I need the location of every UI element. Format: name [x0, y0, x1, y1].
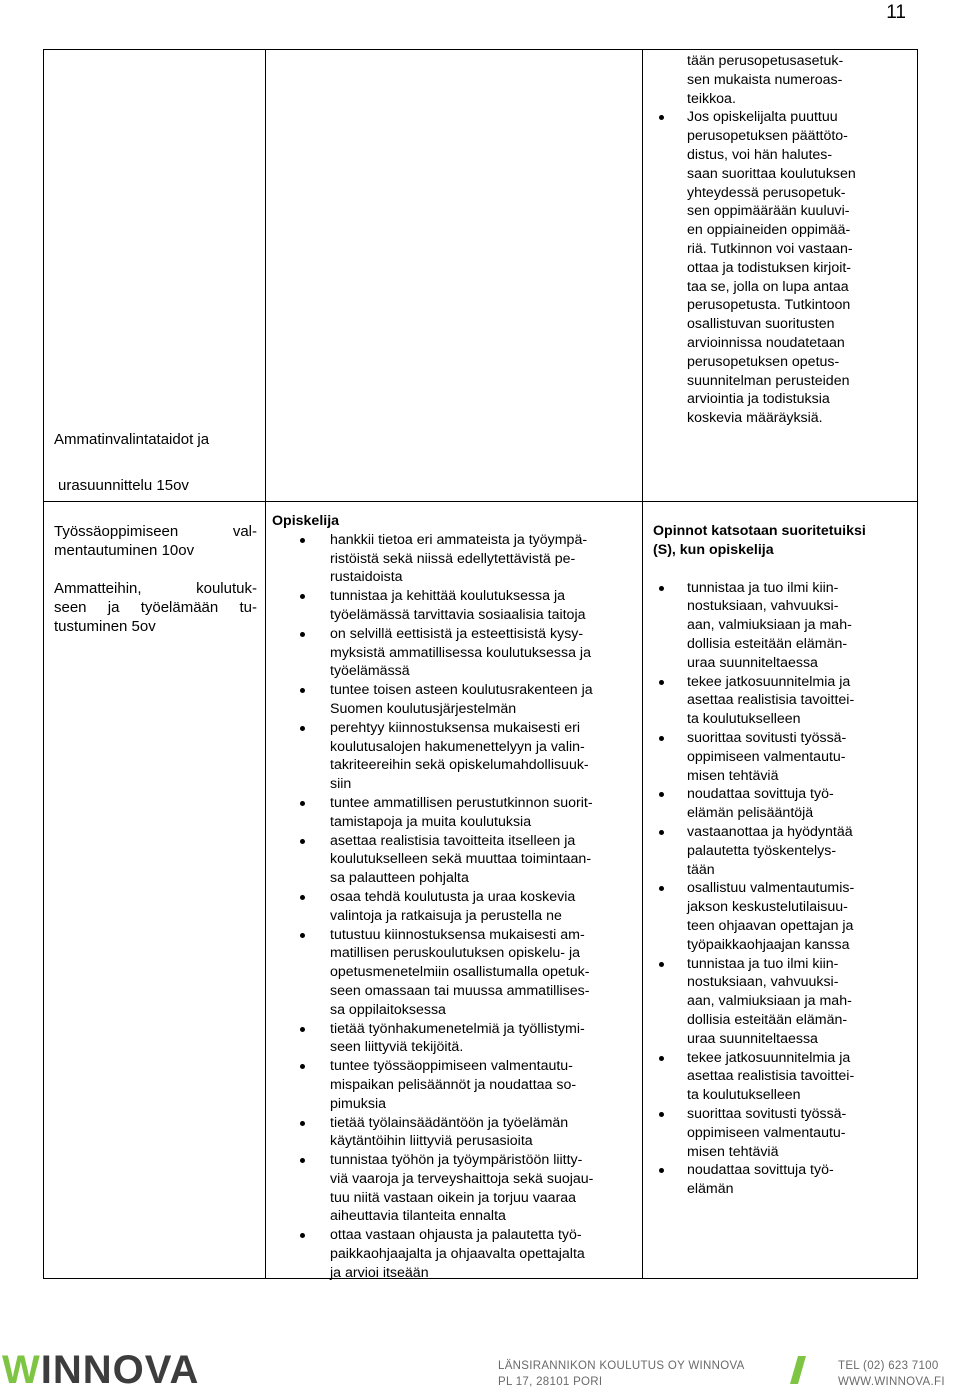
text-line: koulutusalojen hakumenettelyyn ja valin- — [330, 738, 585, 755]
text-line: aan, valmiuksiaan ja mah- — [687, 617, 852, 634]
text-line: tustuminen 5ov — [54, 618, 156, 635]
section-heading-line1: Ammatinvalintataidot ja — [54, 431, 210, 448]
text-line: dollisia esteitään elämän- — [687, 635, 848, 652]
module-familiarization — [54, 579, 257, 636]
text-line: siin — [330, 776, 352, 793]
text-line: en oppiaineiden oppimää- — [687, 222, 851, 239]
text-line: tunnistaa ja tuo ilmi kiin- — [687, 955, 839, 972]
list-item — [266, 1114, 638, 1152]
list-item — [643, 108, 913, 428]
text-line: opetusmenetelmiin osallistumalla opetuk- — [330, 964, 590, 981]
text-line: arvioinnissa noudatetaan — [687, 334, 845, 351]
text-line: valintoja ja ratkaisuja ja perustella ne — [330, 907, 562, 924]
text-line: riä. Tutkinnon voi vastaan- — [687, 240, 853, 257]
text-line: tuntee työssäoppimiseen valmentautu- — [330, 1058, 573, 1075]
text-line: tuntee toisen asteen koulutusrakenteen ja — [330, 682, 593, 699]
criteria-list — [643, 579, 913, 1199]
text-line: Työssäoppimiseen val- — [54, 523, 257, 540]
text-line: noudattaa sovittuja työ- — [687, 1162, 834, 1179]
text-line: tään perusopetusasetuk- — [687, 53, 844, 69]
text-line: dollisia esteitään elämän- — [687, 1011, 848, 1028]
list-item — [643, 955, 913, 1049]
text-line: matillisen peruskoulutuksen opiskelu- ja — [330, 945, 580, 962]
text-line: misen tehtäviä — [687, 1143, 779, 1160]
lower-col1-cell — [54, 522, 257, 636]
website-line: WWW.WINNOVA.FI — [838, 1376, 945, 1388]
text-line: tekee jatkosuunnitelmia ja — [687, 673, 851, 690]
list-item — [643, 1049, 913, 1105]
text-line: seen liittyviä tekijöitä. — [330, 1039, 464, 1056]
list-item — [266, 681, 638, 719]
module-work-training — [54, 522, 257, 560]
text-line: tään — [687, 861, 715, 878]
text-line: jakson keskustelutilaisuu- — [687, 899, 848, 916]
list-item — [643, 1105, 913, 1161]
list-item — [643, 579, 913, 673]
text-line: uraa suunniteltaessa — [687, 654, 818, 671]
text-line: sa oppilaitoksessa — [330, 1001, 446, 1018]
footer — [0, 1338, 960, 1392]
text-line: oppimiseen valmentautu- — [687, 1124, 846, 1141]
text-line: rustaidoista — [330, 569, 403, 586]
table-border-top — [43, 49, 918, 50]
text-line: nostuksiaan, vahvuuksi- — [687, 974, 839, 991]
text-line: asettaa realistisia tavoittei- — [687, 692, 855, 709]
upper-col3-cell — [643, 52, 913, 428]
text-line: teen ohjaavan opettajan ja — [687, 917, 854, 934]
text-line: viä vaaroja ja terveyshaittoja sekä suojau- — [330, 1170, 594, 1187]
text-line: perusopetusta. Tutkintoon — [687, 297, 851, 314]
table-border-left — [43, 49, 44, 1279]
text-line: Opinnot katsotaan suoritetuiksi — [653, 523, 866, 539]
text-line: sa palautteen pohjalta — [330, 870, 469, 887]
list-item — [643, 785, 913, 823]
text-line: Ammatteihin, koulutuk- — [54, 580, 257, 597]
text-line: aan, valmiuksiaan ja mah- — [687, 993, 852, 1010]
lower-col3-cell — [643, 522, 913, 1199]
text-line: takriteereihin sekä opiskelumahdollisuuk- — [330, 757, 589, 774]
text-line: palautetta työskentelys- — [687, 842, 837, 859]
text-line: käytäntöihin liittyviä perusasioita — [330, 1133, 533, 1150]
text-line: suorittaa sovitusti työssä- — [687, 1105, 847, 1122]
text-line: osallistuvan suoritusten — [687, 316, 835, 333]
section-heading-line2: urasuunnittelu 15ov — [58, 477, 189, 494]
footer-contact — [838, 1358, 945, 1390]
text-line: työelämässä — [330, 663, 410, 680]
text-line: taa se, jolla on lupa antaa — [687, 278, 849, 295]
text-line: on selvillä eettisistä ja esteettisistä kysy- — [330, 625, 584, 642]
text-line: oppimiseen valmentautu- — [687, 748, 846, 765]
text-line: tamistapoja ja muita koulutuksia — [330, 813, 532, 830]
address-line: LÄNSIRANNIKON KOULUTUS OY WINNOVA — [498, 1360, 745, 1372]
text-line: sen oppimäärään kuuluvi- — [687, 203, 850, 220]
text-line: tunnistaa ja kehittää koulutuksessa ja — [330, 588, 566, 605]
text-line: perehtyy kiinnostuksensa mukaisesti eri — [330, 719, 580, 736]
text-line: nostuksiaan, vahvuuksi- — [687, 598, 839, 615]
text-line: työelämässä tarvittavia sosiaalisia taitoja — [330, 606, 586, 623]
text-line: tietää työlainsäädäntöön ja työelämän — [330, 1114, 569, 1131]
text-line: perusopetuksen opetus- — [687, 353, 840, 370]
text-line: Jos opiskelijalta puuttuu — [687, 109, 838, 126]
curriculum-table — [43, 49, 918, 1279]
text-line: misen tehtäviä — [687, 767, 779, 784]
text-line: suunnitelman perusteiden — [687, 372, 850, 389]
list-item — [266, 926, 638, 1020]
text-line: ristöistä sekä niissä edellytettävistä pe- — [330, 550, 576, 567]
list-item — [643, 879, 913, 954]
list-item — [266, 1020, 638, 1058]
text-line: elämän — [687, 1181, 734, 1198]
text-line: mentautuminen 10ov — [54, 542, 195, 559]
list-item — [266, 531, 638, 587]
objectives-list — [266, 531, 638, 1283]
phone-line: TEL (02) 623 7100 — [838, 1360, 939, 1372]
upper-col3-bullet-list — [643, 108, 913, 428]
text-line: arviointia ja todistuksia — [687, 391, 830, 408]
text-line: sen mukaista numeroas- — [687, 71, 843, 88]
section-heading — [54, 430, 264, 495]
text-line: tietää työnhakumenetelmiä ja työllistymi- — [330, 1020, 585, 1037]
list-item — [266, 587, 638, 625]
list-item — [266, 794, 638, 832]
table-border-right — [917, 49, 918, 1279]
text-line: ottaa vastaan ohjausta ja palautetta työ- — [330, 1227, 582, 1244]
text-line: ottaa ja todistuksen kirjoit- — [687, 259, 852, 276]
text-line: teikkoa. — [687, 90, 736, 107]
text-line: osaa tehdä koulutusta ja uraa koskevia — [330, 888, 576, 905]
text-line: seen omassaan tai muussa ammatillises- — [330, 982, 590, 999]
logo-text: INNOVA — [40, 1348, 200, 1392]
address-line: PL 17, 28101 PORI — [498, 1376, 603, 1388]
text-line: tuntee ammatillisen perustutkinnon suorit- — [330, 794, 593, 811]
criteria-heading — [643, 522, 913, 560]
text-line: pimuksia — [330, 1095, 386, 1112]
text-line: asettaa realistisia tavoittei- — [687, 1068, 855, 1085]
text-line: hankkii tietoa eri ammateista ja työympä- — [330, 531, 588, 548]
list-item — [266, 888, 638, 926]
list-item — [643, 673, 913, 729]
list-item — [266, 1151, 638, 1226]
text-line: tekee jatkosuunnitelmia ja — [687, 1049, 851, 1066]
text-line: tunnistaa ja tuo ilmi kiin- — [687, 579, 839, 596]
objectives-heading: Opiskelija — [272, 513, 340, 529]
text-line: tuu niitä vastaan oikein ja torjuu vaaraa — [330, 1189, 577, 1206]
text-line: tutustuu kiinnostuksensa mukaisesti am- — [330, 926, 585, 943]
list-item — [266, 625, 638, 681]
text-line: noudattaa sovittuja työ- — [687, 786, 834, 803]
list-item — [266, 719, 638, 794]
text-line: suorittaa sovitusti työssä- — [687, 729, 847, 746]
text-line: mispaikan pelisäännöt ja noudattaa so- — [330, 1076, 577, 1093]
list-item — [266, 832, 638, 888]
text-line: vastaanottaa ja hyödyntää — [687, 823, 853, 840]
text-line: elämän pelisääntöjä — [687, 805, 814, 822]
page-number: 11 — [886, 2, 906, 23]
logo-initial: W — [2, 1348, 41, 1392]
text-line: aiheuttavia tilanteita ennalta — [330, 1208, 506, 1225]
text-line: ta koulutukselleen — [687, 711, 801, 728]
text-line: saan suorittaa koulutuksen — [687, 165, 856, 182]
text-line: asettaa realistisia tavoitteita itselleen ja — [330, 832, 576, 849]
text-line: Suomen koulutusjärjestelmän — [330, 700, 517, 717]
text-line: paikkaohjaajalta ja ohjaavalta opettajalta — [330, 1246, 585, 1263]
text-line: osallistuu valmentautumis- — [687, 880, 855, 897]
text-line: tunnistaa työhön ja työympäristöön liitty- — [330, 1152, 583, 1169]
upper-col3-continued-text — [643, 52, 913, 108]
list-item — [643, 729, 913, 785]
footer-address — [498, 1358, 745, 1390]
list-item — [266, 1226, 638, 1282]
text-line: ja arvioi itseään — [330, 1264, 429, 1281]
text-line: yhteydessä perusopetuk- — [687, 184, 846, 201]
text-line: uraa suunniteltaessa — [687, 1030, 818, 1047]
text-line: myksistä ammatillisessa koulutuksessa ja — [330, 644, 591, 661]
text-line: koulutukselleen sekä muuttaa toimintaan- — [330, 851, 592, 868]
winnova-logo — [2, 1348, 199, 1393]
text-line: perusopetuksen päättöto- — [687, 128, 848, 145]
list-item — [266, 1057, 638, 1113]
text-line: työpaikkaohjaajan kanssa — [687, 936, 850, 953]
text-line: (S), kun opiskelija — [653, 541, 774, 558]
text-line: distus, voi hän halutes- — [687, 146, 833, 163]
lower-col2-cell — [266, 512, 638, 1283]
text-line: koskevia määräyksiä. — [687, 410, 823, 427]
text-line: ta koulutukselleen — [687, 1087, 801, 1104]
list-item — [643, 1161, 913, 1199]
text-line: seen ja työelämään tu- — [54, 599, 257, 616]
list-item — [643, 823, 913, 879]
table-border-row-divider — [43, 501, 918, 502]
slash-icon — [790, 1356, 806, 1384]
